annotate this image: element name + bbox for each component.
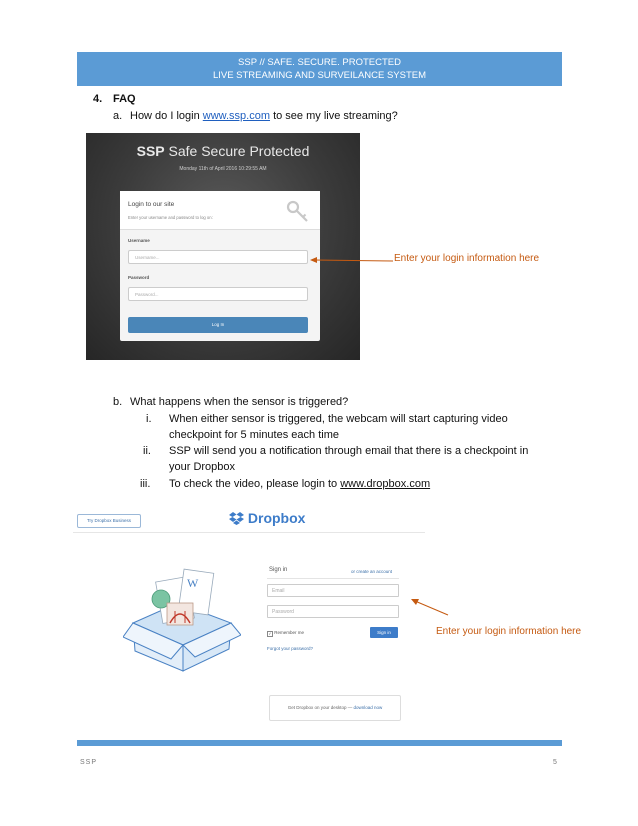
- header-line-2: LIVE STREAMING AND SURVEILANCE SYSTEM: [212, 70, 427, 81]
- question-a-text-after: to see my live streaming?: [270, 110, 398, 122]
- item-ii-line-2: your Dropbox: [169, 461, 236, 473]
- download-now-link[interactable]: download now: [353, 705, 383, 710]
- try-dropbox-business-button[interactable]: Try Dropbox Business: [77, 514, 141, 528]
- dropbox-logo: [229, 510, 305, 526]
- password-label: Password: [128, 275, 150, 280]
- dropbox-logo-text: Dropbox: [247, 510, 306, 526]
- dropbox-desktop-banner: [269, 695, 401, 721]
- item-ii-marker: ii.: [143, 445, 151, 457]
- question-b-marker: b.: [113, 396, 123, 408]
- question-b-text: What happens when the sensor is triggered?: [130, 396, 349, 408]
- ssp-username-input[interactable]: Username...: [128, 250, 308, 264]
- item-ii-line-1: SSP will send you a notification through email that there is a checkpoint in: [169, 445, 529, 457]
- dropbox-sign-in-heading: Sign in: [269, 567, 288, 573]
- question-a-text-before: How do I login: [130, 110, 203, 122]
- username-label: Username: [128, 238, 150, 243]
- header-line-1: SSP // SAFE. SECURE. PROTECTED: [238, 57, 401, 68]
- ssp-panel-subtitle: Enter your username and password to log on:: [128, 215, 213, 220]
- section-title: FAQ: [113, 93, 136, 105]
- page-header-band: [77, 52, 562, 86]
- item-iii: [169, 477, 430, 491]
- item-i-marker: i.: [146, 413, 152, 425]
- checkbox-icon[interactable]: ✓: [268, 631, 272, 636]
- callout-login-info-1: Enter your login information here: [394, 253, 540, 264]
- ssp-password-input[interactable]: Password...: [128, 287, 308, 301]
- dropbox-link[interactable]: www.dropbox.com: [340, 478, 431, 490]
- question-a: [130, 109, 398, 123]
- callout-arrow-2: [408, 597, 450, 617]
- ssp-login-panel: [120, 191, 320, 341]
- page-number: 5: [553, 759, 557, 766]
- dropbox-email-input[interactable]: Email: [267, 584, 399, 597]
- forgot-password-link[interactable]: Forgot your password?: [267, 646, 314, 651]
- desktop-banner-text: Get Dropbox on your desktop —: [287, 705, 354, 710]
- key-icon: [286, 199, 310, 223]
- page-footer-band: [77, 740, 562, 746]
- svg-text:W: W: [187, 576, 199, 590]
- dropbox-box-icon: [229, 512, 244, 525]
- item-i-line-1: When either sensor is triggered, the webcam will start capturing video: [169, 413, 508, 425]
- section-number: 4.: [93, 93, 103, 105]
- remember-me-label: Remember me: [274, 630, 305, 635]
- dropbox-box-illustration: [123, 553, 241, 673]
- callout-arrow-1: [300, 250, 395, 270]
- dropbox-login-screenshot: [73, 505, 425, 730]
- dropbox-header-divider: [73, 532, 425, 533]
- ssp-brand-rest: Safe Secure Protected: [164, 143, 310, 159]
- ssp-date: Monday 11th of April 2016 10:29:55 AM: [179, 166, 267, 172]
- ssp-login-button[interactable]: Log In: [128, 317, 308, 333]
- ssp-brand-bold: SSP: [136, 143, 165, 159]
- dropbox-form-divider: [267, 578, 399, 579]
- ssp-login-screenshot: [86, 133, 360, 360]
- footer-left-text: SSP: [80, 759, 98, 766]
- remember-me[interactable]: [267, 630, 304, 637]
- dropbox-password-input[interactable]: Password: [267, 605, 399, 618]
- callout-login-info-2: Enter your login information here: [436, 626, 582, 637]
- question-a-marker: a.: [113, 110, 123, 122]
- ssp-link[interactable]: www.ssp.com: [202, 110, 271, 122]
- ssp-panel-title: Login to our site: [128, 201, 175, 208]
- ssp-brand: [86, 143, 360, 159]
- item-iii-marker: iii.: [140, 478, 151, 490]
- dropbox-sign-in-button[interactable]: Sign in: [370, 627, 398, 638]
- create-account-link[interactable]: or create an account: [351, 569, 393, 574]
- ssp-panel-head: [120, 191, 320, 230]
- item-i-line-2: checkpoint for 5 minutes each time: [169, 429, 339, 441]
- item-iii-text: To check the video, please login to: [169, 478, 341, 490]
